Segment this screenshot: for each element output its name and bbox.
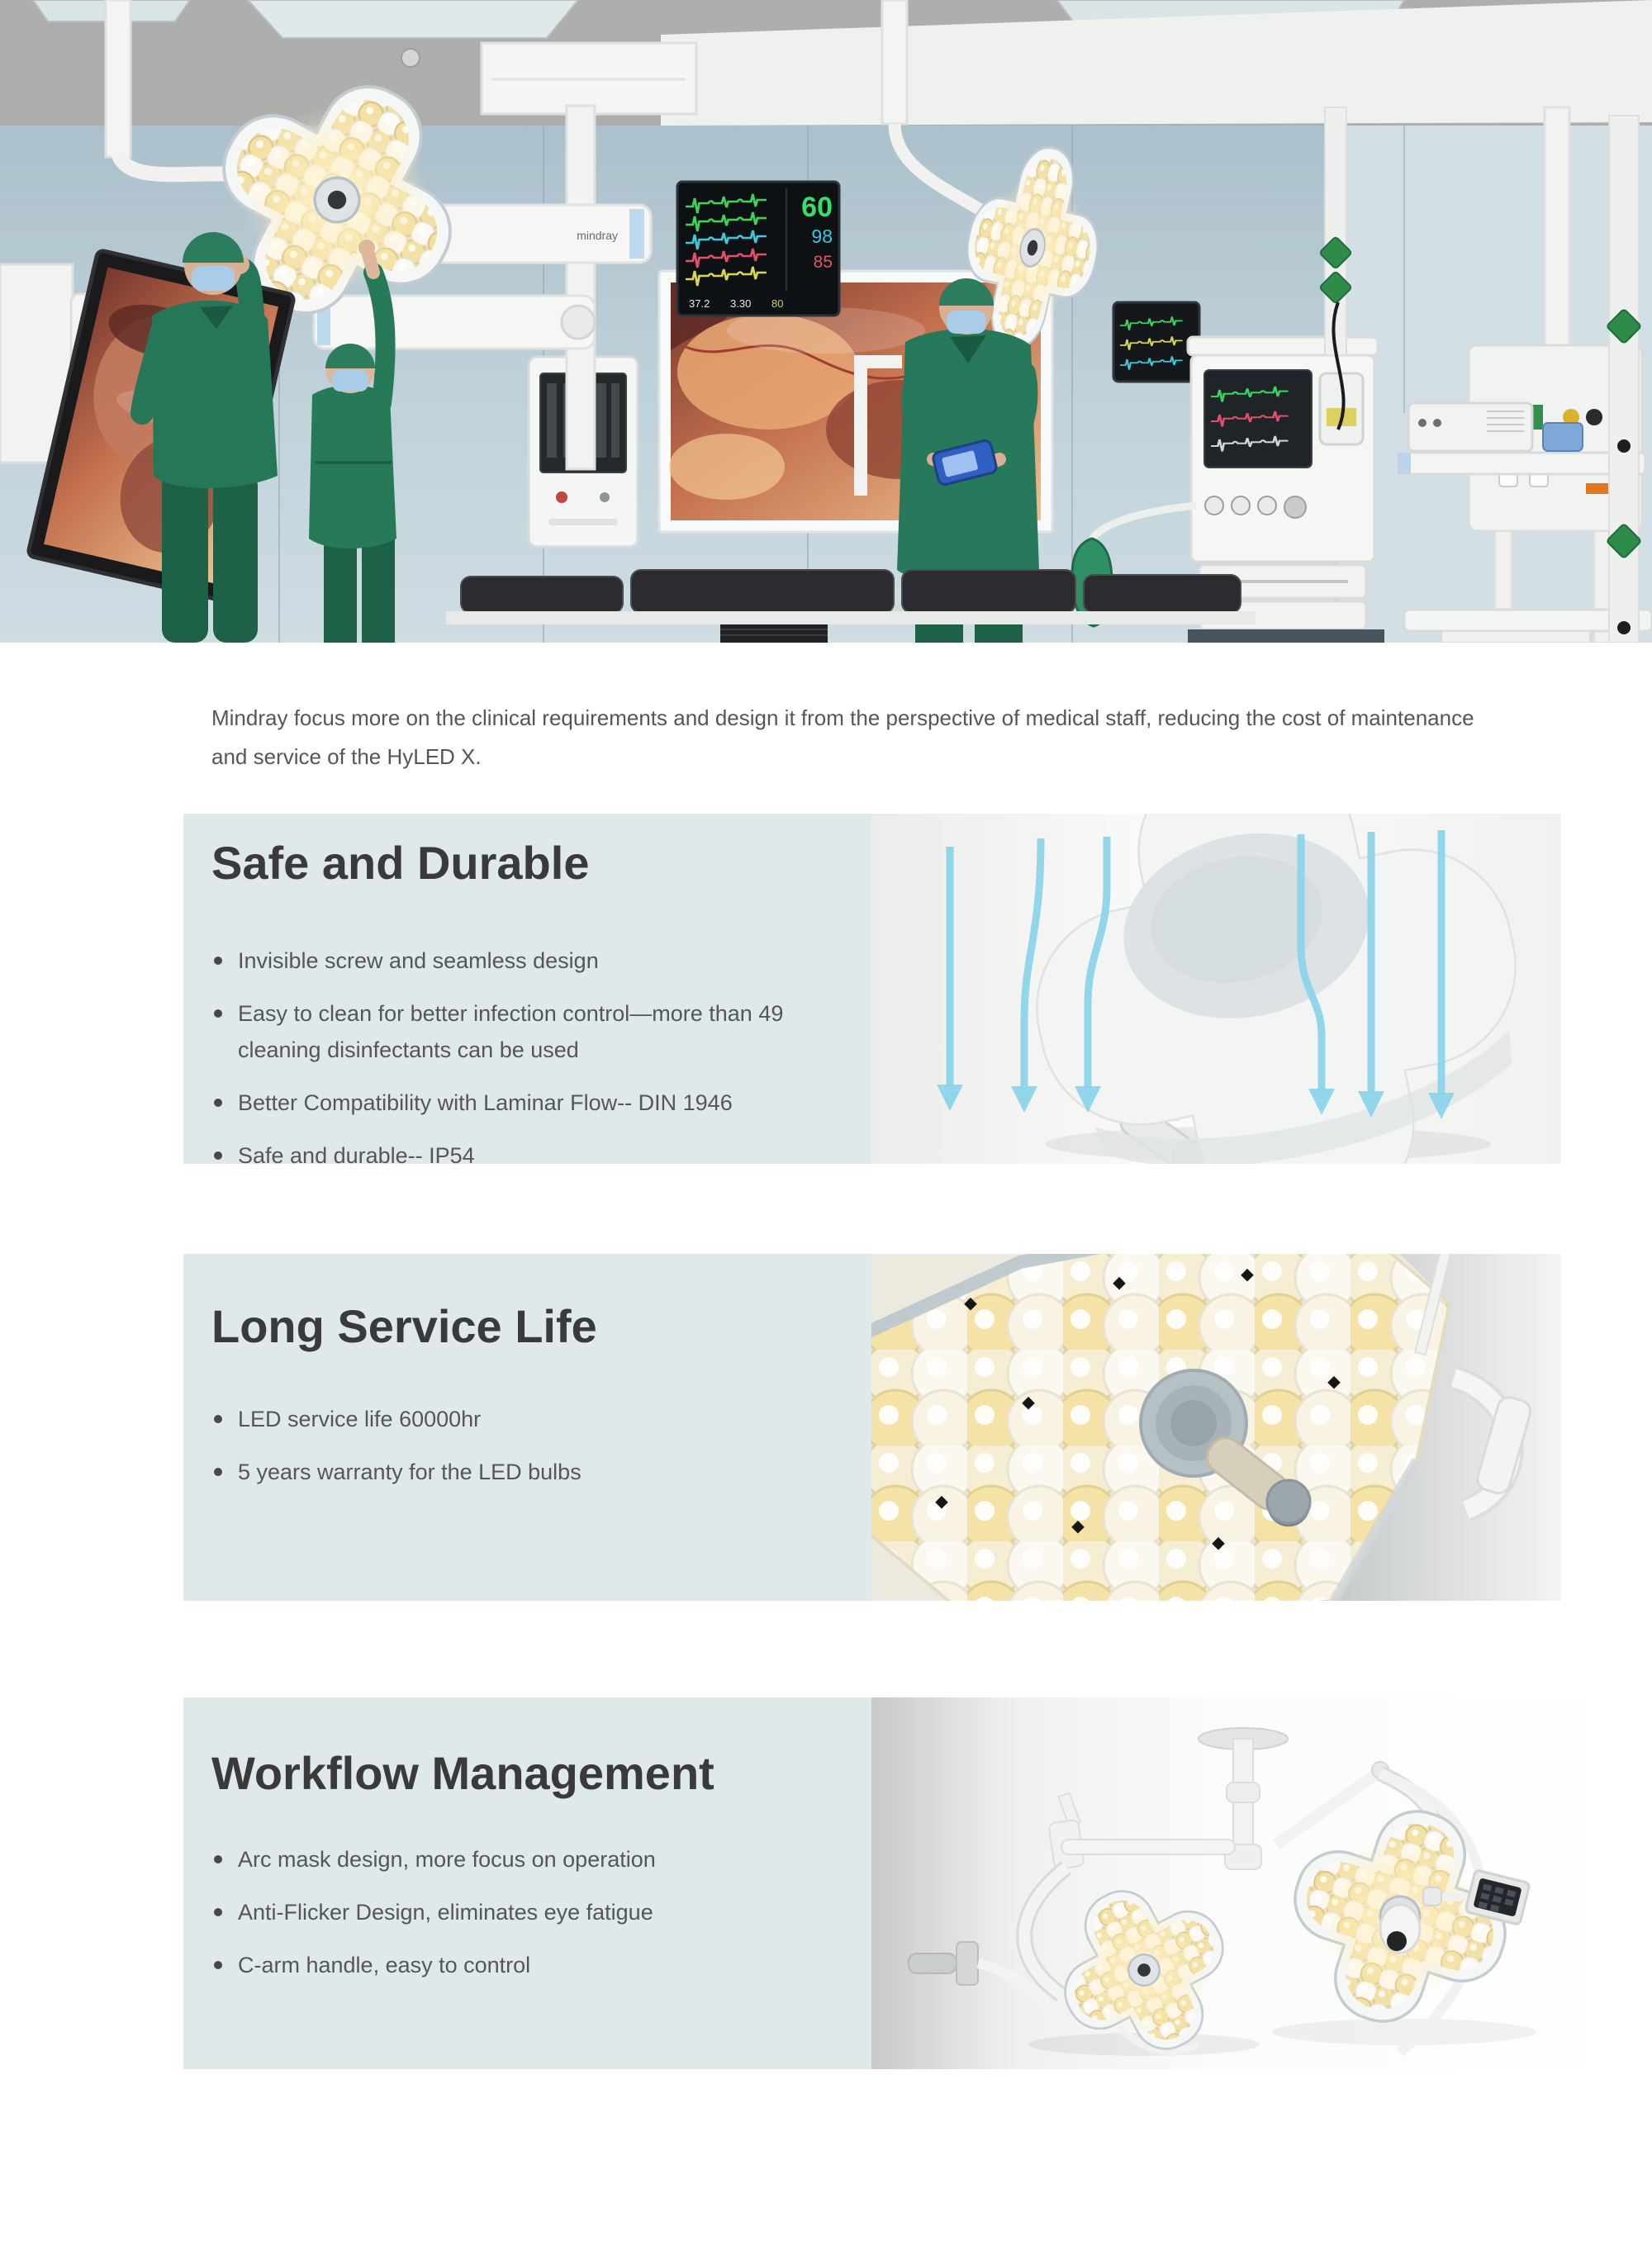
- section-title: Long Service Life: [211, 1300, 597, 1352]
- led-closeup-photo: [871, 1254, 1561, 1601]
- feature-list: [211, 1841, 847, 1983]
- service-life-panel: [183, 1254, 871, 1601]
- feature-item: Easy to clean for better infection control—more than 49 cleaning disinfectants can be used: [211, 995, 847, 1068]
- temp-value: 37.2: [689, 297, 710, 310]
- laminar-flow-photo: [871, 814, 1561, 1164]
- hr-value: 60: [801, 192, 833, 223]
- feature-list: [211, 1401, 847, 1490]
- feature-item: C-arm handle, easy to control: [211, 1947, 847, 1983]
- spo2-value: 98: [811, 226, 833, 247]
- lamp-top-view: [871, 814, 1561, 1164]
- hero-photo: [0, 0, 1652, 643]
- dual-lamp-photo: [871, 1697, 1627, 2069]
- workflow-panel: [183, 1697, 871, 2069]
- feature-item: Arc mask design, more focus on operation: [211, 1841, 847, 1878]
- feature-list: [211, 942, 847, 1174]
- feature-item: Safe and durable-- IP54: [211, 1137, 847, 1174]
- patient-monitor: [677, 182, 839, 316]
- section-long-service-life: [0, 1254, 1652, 1601]
- feature-item: Better Compatibility with Laminar Flow-- DIN 1946: [211, 1085, 847, 1121]
- nibp-value: 85: [813, 253, 833, 272]
- section-title: Workflow Management: [211, 1747, 714, 1799]
- dual-surgical-light: [871, 1697, 1627, 2069]
- led-bulb-closeup: [871, 1254, 1561, 1601]
- feature-item: LED service life 60000hr: [211, 1401, 847, 1437]
- section-safe-and-durable: [0, 814, 1652, 1168]
- mindray-logo: mindray: [577, 229, 618, 242]
- section-workflow-management: [0, 1697, 1652, 2069]
- operating-room-scene: [0, 0, 1652, 643]
- safe-durable-panel: [183, 814, 871, 1168]
- section-title: Safe and Durable: [211, 837, 590, 889]
- resp-value: 80: [771, 297, 784, 310]
- feature-item: 5 years warranty for the LED bulbs: [211, 1454, 847, 1490]
- intro-paragraph: Mindray focus more on the clinical requirements and design it from the perspective of medical staff, reducing the cost of maintenance and service of the HyLED X.: [211, 705, 1474, 769]
- or-ceiling: [0, 0, 1652, 126]
- feature-item: Invisible screw and seamless design: [211, 942, 847, 979]
- feature-item: Anti-Flicker Design, eliminates eye fatigue: [211, 1894, 847, 1930]
- co2-value: 3.30: [730, 297, 752, 310]
